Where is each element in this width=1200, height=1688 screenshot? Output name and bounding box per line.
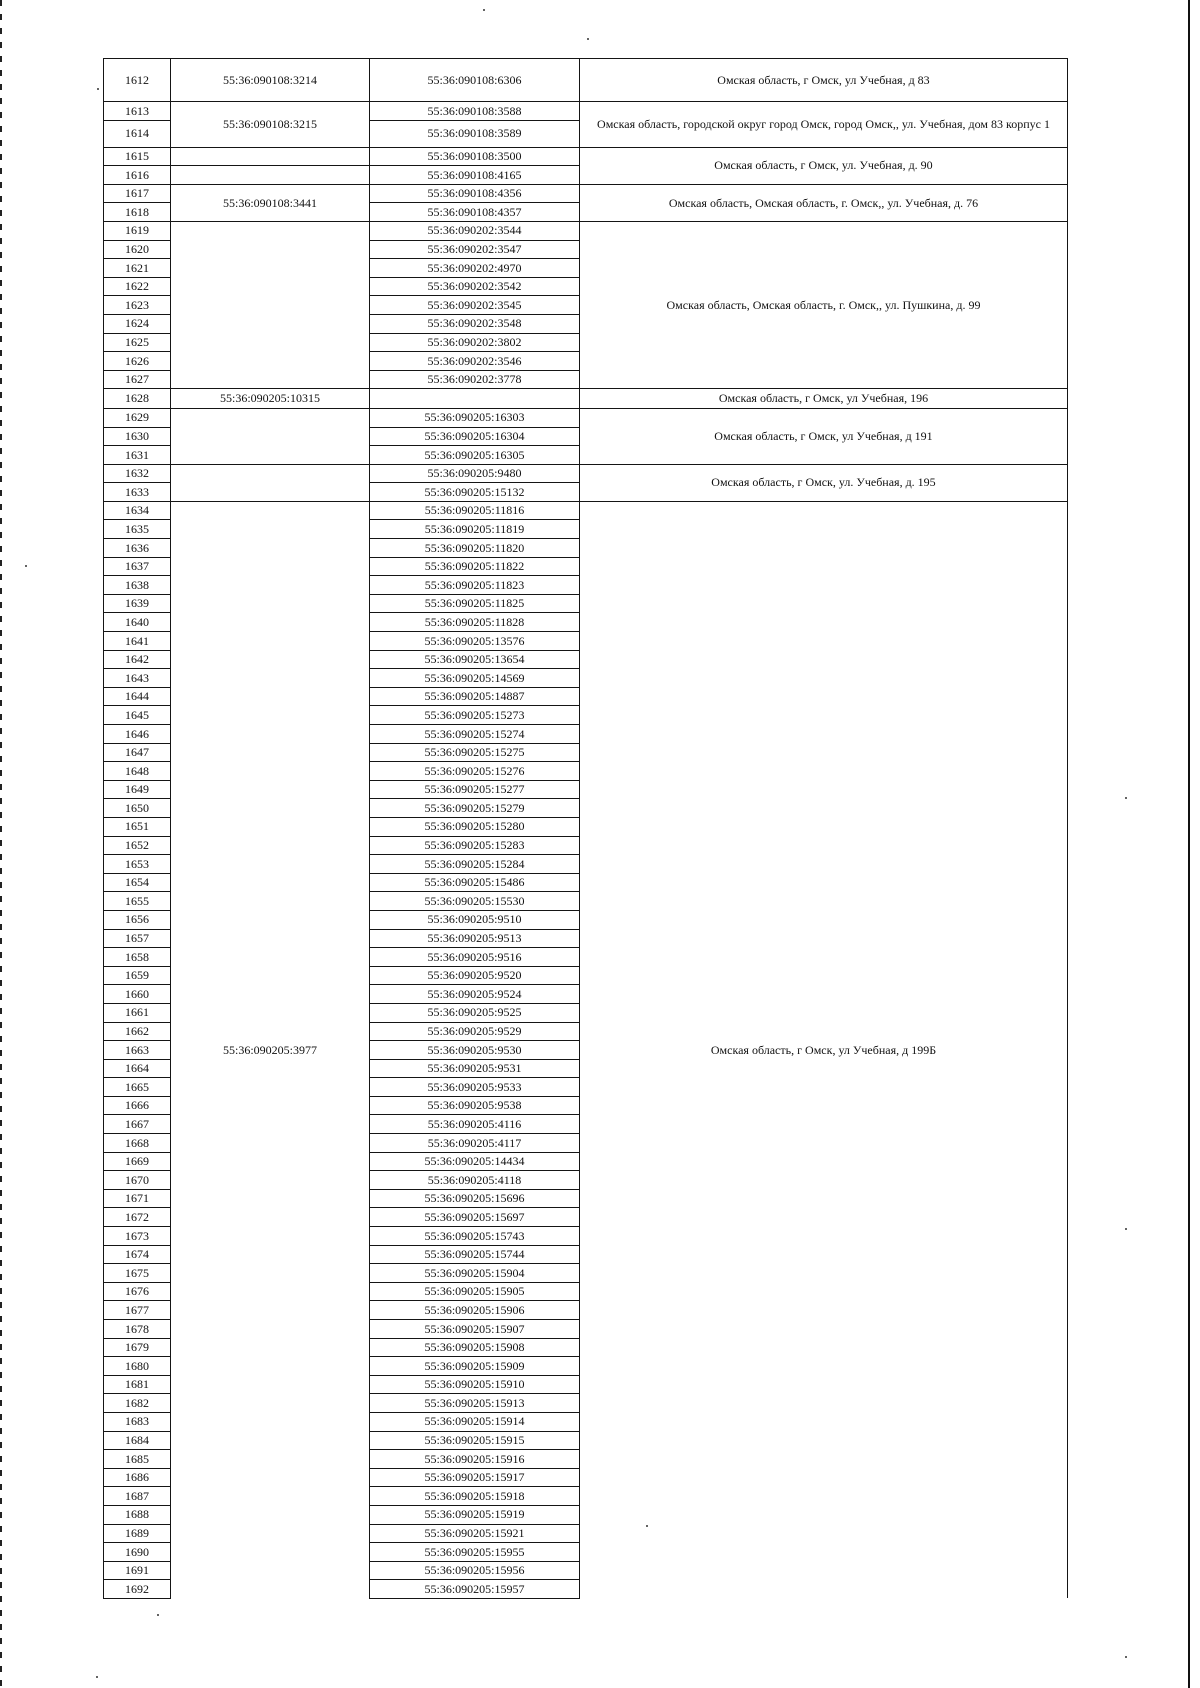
object-cadastral-number: 55:36:090205:15530 bbox=[370, 892, 580, 911]
row-number: 1657 bbox=[104, 929, 171, 948]
scan-speck bbox=[157, 1614, 159, 1616]
table-row bbox=[104, 389, 1068, 409]
row-number: 1681 bbox=[104, 1375, 171, 1394]
row-number: 1660 bbox=[104, 985, 171, 1004]
object-cadastral-number: 55:36:090205:9530 bbox=[370, 1041, 580, 1060]
row-number: 1692 bbox=[104, 1580, 171, 1599]
row-number: 1651 bbox=[104, 817, 171, 836]
object-cadastral-number: 55:36:090108:4356 bbox=[370, 184, 580, 203]
scan-speck bbox=[587, 38, 589, 40]
row-number: 1668 bbox=[104, 1134, 171, 1153]
object-cadastral-number: 55:36:090202:3545 bbox=[370, 296, 580, 315]
object-cadastral-number: 55:36:090205:15914 bbox=[370, 1412, 580, 1431]
row-number: 1662 bbox=[104, 1022, 171, 1041]
parcel-cadastral-number: 55:36:090108:3214 bbox=[171, 59, 370, 102]
object-cadastral-number: 55:36:090205:9520 bbox=[370, 966, 580, 985]
table-row bbox=[104, 147, 1068, 166]
object-cadastral-number: 55:36:090205:11828 bbox=[370, 613, 580, 632]
scan-speck bbox=[1125, 797, 1127, 799]
row-number: 1645 bbox=[104, 706, 171, 725]
scan-speck bbox=[97, 88, 99, 90]
row-number: 1614 bbox=[104, 120, 171, 147]
parcel-cadastral-number: 55:36:090205:10315 bbox=[171, 389, 370, 409]
row-number: 1634 bbox=[104, 501, 171, 520]
scan-left-edge bbox=[0, 0, 2, 1688]
object-cadastral-number: 55:36:090205:15916 bbox=[370, 1450, 580, 1469]
row-number: 1627 bbox=[104, 370, 171, 389]
object-cadastral-number: 55:36:090205:9524 bbox=[370, 985, 580, 1004]
object-cadastral-number: 55:36:090205:4117 bbox=[370, 1134, 580, 1153]
object-cadastral-number: 55:36:090205:15908 bbox=[370, 1338, 580, 1357]
parcel-cadastral-number bbox=[171, 408, 370, 464]
row-number: 1680 bbox=[104, 1357, 171, 1376]
object-cadastral-number: 55:36:090205:11819 bbox=[370, 520, 580, 539]
object-cadastral-number: 55:36:090205:15283 bbox=[370, 836, 580, 855]
row-number: 1618 bbox=[104, 203, 171, 222]
table-row bbox=[104, 59, 1068, 102]
row-number: 1659 bbox=[104, 966, 171, 985]
object-cadastral-number: 55:36:090205:9513 bbox=[370, 929, 580, 948]
object-cadastral-number: 55:36:090205:9480 bbox=[370, 464, 580, 483]
object-cadastral-number: 55:36:090205:16304 bbox=[370, 427, 580, 446]
registry-body bbox=[104, 59, 1068, 1599]
object-address: Омская область, г Омск, ул Учебная, д 83 bbox=[580, 59, 1068, 102]
object-cadastral-number: 55:36:090205:15909 bbox=[370, 1357, 580, 1376]
object-cadastral-number: 55:36:090205:4116 bbox=[370, 1115, 580, 1134]
object-cadastral-number: 55:36:090205:15132 bbox=[370, 483, 580, 502]
object-cadastral-number: 55:36:090205:11823 bbox=[370, 576, 580, 595]
object-address: Омская область, Омская область, г. Омск,, ул. Учебная, д. 76 bbox=[580, 184, 1068, 221]
object-cadastral-number: 55:36:090205:15910 bbox=[370, 1375, 580, 1394]
row-number: 1679 bbox=[104, 1338, 171, 1357]
object-address: Омская область, г Омск, ул. Учебная, д. 195 bbox=[580, 464, 1068, 501]
row-number: 1621 bbox=[104, 259, 171, 278]
row-number: 1655 bbox=[104, 892, 171, 911]
object-cadastral-number: 55:36:090202:3547 bbox=[370, 240, 580, 259]
scan-speck bbox=[96, 1676, 98, 1678]
object-cadastral-number: 55:36:090205:9510 bbox=[370, 910, 580, 929]
object-cadastral-number: 55:36:090205:15280 bbox=[370, 817, 580, 836]
object-address: Омская область, городской округ город Омск, город Омск,, ул. Учебная, дом 83 корпус 1 bbox=[580, 102, 1068, 148]
row-number: 1653 bbox=[104, 855, 171, 874]
row-number: 1649 bbox=[104, 780, 171, 799]
object-cadastral-number: 55:36:090205:15906 bbox=[370, 1301, 580, 1320]
object-cadastral-number: 55:36:090205:15697 bbox=[370, 1208, 580, 1227]
object-address: Омская область, г Омск, ул Учебная, д 191 bbox=[580, 408, 1068, 464]
row-number: 1685 bbox=[104, 1450, 171, 1469]
object-cadastral-number: 55:36:090205:16305 bbox=[370, 446, 580, 465]
parcel-cadastral-number: 55:36:090205:3977 bbox=[171, 501, 370, 1598]
row-number: 1688 bbox=[104, 1505, 171, 1524]
row-number: 1682 bbox=[104, 1394, 171, 1413]
row-number: 1673 bbox=[104, 1227, 171, 1246]
object-cadastral-number: 55:36:090205:9529 bbox=[370, 1022, 580, 1041]
object-cadastral-number: 55:36:090205:15276 bbox=[370, 762, 580, 781]
object-address: Омская область, Омская область, г. Омск,, ул. Пушкина, д. 99 bbox=[580, 221, 1068, 388]
row-number: 1676 bbox=[104, 1282, 171, 1301]
object-cadastral-number: 55:36:090205:15919 bbox=[370, 1505, 580, 1524]
object-cadastral-number: 55:36:090202:3778 bbox=[370, 370, 580, 389]
row-number: 1625 bbox=[104, 333, 171, 352]
row-number: 1670 bbox=[104, 1171, 171, 1190]
row-number: 1661 bbox=[104, 1003, 171, 1022]
object-cadastral-number: 55:36:090205:15921 bbox=[370, 1524, 580, 1543]
row-number: 1639 bbox=[104, 594, 171, 613]
object-cadastral-number: 55:36:090202:3544 bbox=[370, 221, 580, 240]
object-cadastral-number: 55:36:090205:15915 bbox=[370, 1431, 580, 1450]
object-cadastral-number: 55:36:090205:13576 bbox=[370, 632, 580, 651]
scan-speck bbox=[483, 9, 485, 11]
table-row bbox=[104, 408, 1068, 427]
object-cadastral-number: 55:36:090108:4357 bbox=[370, 203, 580, 222]
row-number: 1646 bbox=[104, 725, 171, 744]
object-cadastral-number: 55:36:090205:15696 bbox=[370, 1189, 580, 1208]
row-number: 1652 bbox=[104, 836, 171, 855]
row-number: 1612 bbox=[104, 59, 171, 102]
object-cadastral-number: 55:36:090205:9531 bbox=[370, 1059, 580, 1078]
object-cadastral-number: 55:36:090205:15918 bbox=[370, 1487, 580, 1506]
object-cadastral-number: 55:36:090205:15904 bbox=[370, 1264, 580, 1283]
row-number: 1677 bbox=[104, 1301, 171, 1320]
object-cadastral-number: 55:36:090108:3589 bbox=[370, 120, 580, 147]
object-cadastral-number: 55:36:090202:3542 bbox=[370, 277, 580, 296]
object-cadastral-number: 55:36:090205:15277 bbox=[370, 780, 580, 799]
row-number: 1637 bbox=[104, 557, 171, 576]
row-number: 1665 bbox=[104, 1078, 171, 1097]
row-number: 1674 bbox=[104, 1245, 171, 1264]
object-cadastral-number: 55:36:090202:3548 bbox=[370, 314, 580, 333]
table-row bbox=[104, 184, 1068, 203]
parcel-cadastral-number: 55:36:090108:3441 bbox=[171, 184, 370, 221]
row-number: 1642 bbox=[104, 650, 171, 669]
table-row bbox=[104, 464, 1068, 483]
parcel-cadastral-number bbox=[171, 464, 370, 501]
object-cadastral-number: 55:36:090205:15273 bbox=[370, 706, 580, 725]
row-number: 1616 bbox=[104, 166, 171, 185]
object-address: Омская область, г Омск, ул Учебная, д 199Б bbox=[580, 501, 1068, 1598]
row-number: 1666 bbox=[104, 1096, 171, 1115]
scan-speck bbox=[1125, 1656, 1127, 1658]
object-cadastral-number: 55:36:090205:15279 bbox=[370, 799, 580, 818]
object-cadastral-number: 55:36:090205:11822 bbox=[370, 557, 580, 576]
row-number: 1629 bbox=[104, 408, 171, 427]
object-cadastral-number: 55:36:090205:16303 bbox=[370, 408, 580, 427]
object-cadastral-number: 55:36:090205:15274 bbox=[370, 725, 580, 744]
row-number: 1631 bbox=[104, 446, 171, 465]
row-number: 1650 bbox=[104, 799, 171, 818]
table-row bbox=[104, 221, 1068, 240]
object-cadastral-number: 55:36:090205:15743 bbox=[370, 1227, 580, 1246]
row-number: 1624 bbox=[104, 314, 171, 333]
object-address: Омская область, г Омск, ул. Учебная, д. 90 bbox=[580, 147, 1068, 184]
row-number: 1663 bbox=[104, 1041, 171, 1060]
parcel-registry-table bbox=[103, 58, 1068, 1599]
row-number: 1656 bbox=[104, 910, 171, 929]
object-cadastral-number: 55:36:090205:15957 bbox=[370, 1580, 580, 1599]
object-cadastral-number: 55:36:090205:15913 bbox=[370, 1394, 580, 1413]
object-cadastral-number: 55:36:090202:4970 bbox=[370, 259, 580, 278]
object-cadastral-number: 55:36:090205:15956 bbox=[370, 1561, 580, 1580]
row-number: 1635 bbox=[104, 520, 171, 539]
row-number: 1687 bbox=[104, 1487, 171, 1506]
row-number: 1615 bbox=[104, 147, 171, 166]
parcel-cadastral-number bbox=[171, 147, 370, 166]
row-number: 1689 bbox=[104, 1524, 171, 1543]
row-number: 1644 bbox=[104, 687, 171, 706]
row-number: 1675 bbox=[104, 1264, 171, 1283]
row-number: 1619 bbox=[104, 221, 171, 240]
object-cadastral-number: 55:36:090205:15486 bbox=[370, 873, 580, 892]
object-cadastral-number: 55:36:090205:15905 bbox=[370, 1282, 580, 1301]
row-number: 1632 bbox=[104, 464, 171, 483]
row-number: 1658 bbox=[104, 948, 171, 967]
row-number: 1671 bbox=[104, 1189, 171, 1208]
object-cadastral-number: 55:36:090202:3802 bbox=[370, 333, 580, 352]
object-cadastral-number: 55:36:090108:3588 bbox=[370, 102, 580, 121]
row-number: 1628 bbox=[104, 389, 171, 409]
table-row bbox=[104, 501, 1068, 520]
object-cadastral-number: 55:36:090205:11825 bbox=[370, 594, 580, 613]
object-cadastral-number: 55:36:090205:15917 bbox=[370, 1468, 580, 1487]
row-number: 1622 bbox=[104, 277, 171, 296]
object-cadastral-number: 55:36:090205:9516 bbox=[370, 948, 580, 967]
scan-speck bbox=[25, 565, 27, 567]
scan-speck bbox=[1125, 1228, 1127, 1230]
object-cadastral-number bbox=[370, 389, 580, 409]
table-row bbox=[104, 102, 1068, 121]
object-cadastral-number: 55:36:090205:11816 bbox=[370, 501, 580, 520]
row-number: 1623 bbox=[104, 296, 171, 315]
object-cadastral-number: 55:36:090205:15907 bbox=[370, 1320, 580, 1339]
row-number: 1626 bbox=[104, 352, 171, 371]
object-cadastral-number: 55:36:090205:15275 bbox=[370, 743, 580, 762]
object-cadastral-number: 55:36:090205:15284 bbox=[370, 855, 580, 874]
object-cadastral-number: 55:36:090202:3546 bbox=[370, 352, 580, 371]
object-address: Омская область, г Омск, ул Учебная, 196 bbox=[580, 389, 1068, 409]
row-number: 1648 bbox=[104, 762, 171, 781]
object-cadastral-number: 55:36:090205:15955 bbox=[370, 1543, 580, 1562]
parcel-cadastral-number bbox=[171, 221, 370, 388]
object-cadastral-number: 55:36:090205:14434 bbox=[370, 1152, 580, 1171]
row-number: 1620 bbox=[104, 240, 171, 259]
row-number: 1672 bbox=[104, 1208, 171, 1227]
row-number: 1667 bbox=[104, 1115, 171, 1134]
row-number: 1683 bbox=[104, 1412, 171, 1431]
row-number: 1686 bbox=[104, 1468, 171, 1487]
object-cadastral-number: 55:36:090108:3500 bbox=[370, 147, 580, 166]
row-number: 1638 bbox=[104, 576, 171, 595]
row-number: 1630 bbox=[104, 427, 171, 446]
parcel-cadastral-number bbox=[171, 166, 370, 185]
row-number: 1654 bbox=[104, 873, 171, 892]
row-number: 1647 bbox=[104, 743, 171, 762]
row-number: 1669 bbox=[104, 1152, 171, 1171]
parcel-cadastral-number: 55:36:090108:3215 bbox=[171, 102, 370, 148]
object-cadastral-number: 55:36:090205:4118 bbox=[370, 1171, 580, 1190]
row-number: 1636 bbox=[104, 539, 171, 558]
row-number: 1690 bbox=[104, 1543, 171, 1562]
row-number: 1640 bbox=[104, 613, 171, 632]
row-number: 1613 bbox=[104, 102, 171, 121]
row-number: 1684 bbox=[104, 1431, 171, 1450]
row-number: 1664 bbox=[104, 1059, 171, 1078]
object-cadastral-number: 55:36:090205:14569 bbox=[370, 669, 580, 688]
row-number: 1633 bbox=[104, 483, 171, 502]
object-cadastral-number: 55:36:090205:9533 bbox=[370, 1078, 580, 1097]
scan-right-edge bbox=[1188, 0, 1190, 1688]
object-cadastral-number: 55:36:090205:9538 bbox=[370, 1096, 580, 1115]
row-number: 1641 bbox=[104, 632, 171, 651]
object-cadastral-number: 55:36:090205:14887 bbox=[370, 687, 580, 706]
object-cadastral-number: 55:36:090205:11820 bbox=[370, 539, 580, 558]
row-number: 1643 bbox=[104, 669, 171, 688]
object-cadastral-number: 55:36:090108:6306 bbox=[370, 59, 580, 102]
row-number: 1691 bbox=[104, 1561, 171, 1580]
object-cadastral-number: 55:36:090205:9525 bbox=[370, 1003, 580, 1022]
row-number: 1617 bbox=[104, 184, 171, 203]
object-cadastral-number: 55:36:090205:13654 bbox=[370, 650, 580, 669]
object-cadastral-number: 55:36:090108:4165 bbox=[370, 166, 580, 185]
object-cadastral-number: 55:36:090205:15744 bbox=[370, 1245, 580, 1264]
row-number: 1678 bbox=[104, 1320, 171, 1339]
